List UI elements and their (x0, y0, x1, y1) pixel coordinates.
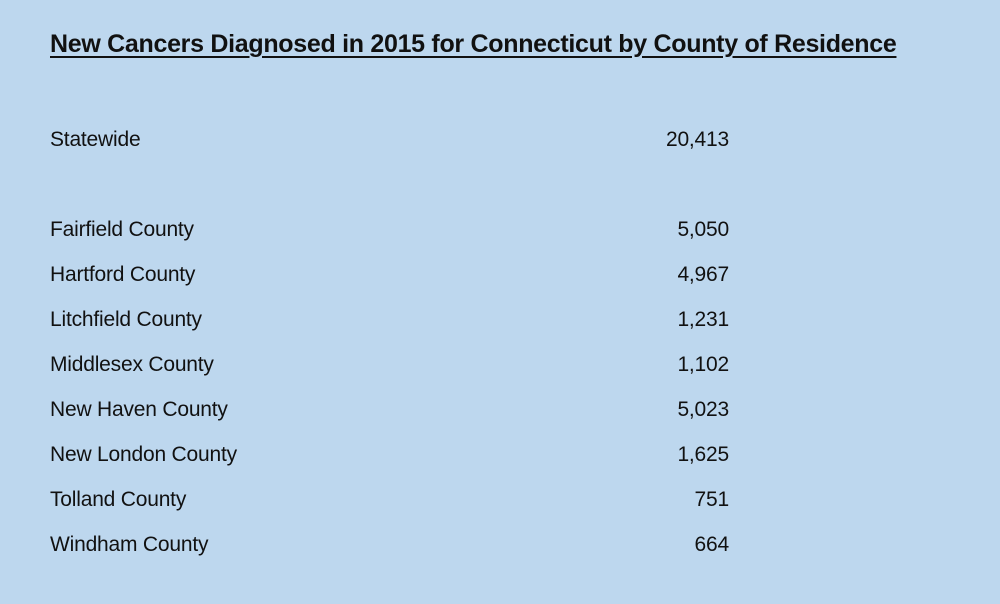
statewide-label: Statewide (50, 127, 141, 151)
county-value: 1,102 (677, 352, 729, 376)
table-row (50, 297, 729, 342)
table-row (50, 252, 729, 297)
data-table (50, 117, 729, 567)
statewide-value: 20,413 (665, 127, 729, 151)
county-label: Middlesex County (50, 352, 214, 376)
table-row (50, 342, 729, 387)
county-label: Hartford County (50, 262, 196, 286)
table-row (50, 207, 729, 252)
county-value: 1,231 (677, 307, 729, 331)
county-label: Tolland County (50, 487, 187, 511)
table-row-statewide (50, 117, 729, 162)
county-value: 5,023 (677, 397, 729, 421)
county-value: 5,050 (677, 217, 729, 241)
table-row (50, 522, 729, 567)
table-row (50, 432, 729, 477)
page-title: New Cancers Diagnosed in 2015 for Connecticut by County of Residence (50, 30, 897, 58)
county-label: New Haven County (50, 397, 228, 421)
county-value: 751 (694, 487, 729, 511)
spacer-row (50, 162, 729, 207)
county-label: Litchfield County (50, 307, 202, 331)
table-row (50, 477, 729, 522)
county-value: 664 (694, 532, 729, 556)
county-label: Fairfield County (50, 217, 194, 241)
county-label: Windham County (50, 532, 209, 556)
county-value: 4,967 (677, 262, 729, 286)
county-value: 1,625 (677, 442, 729, 466)
county-label: New London County (50, 442, 237, 466)
table-row (50, 387, 729, 432)
